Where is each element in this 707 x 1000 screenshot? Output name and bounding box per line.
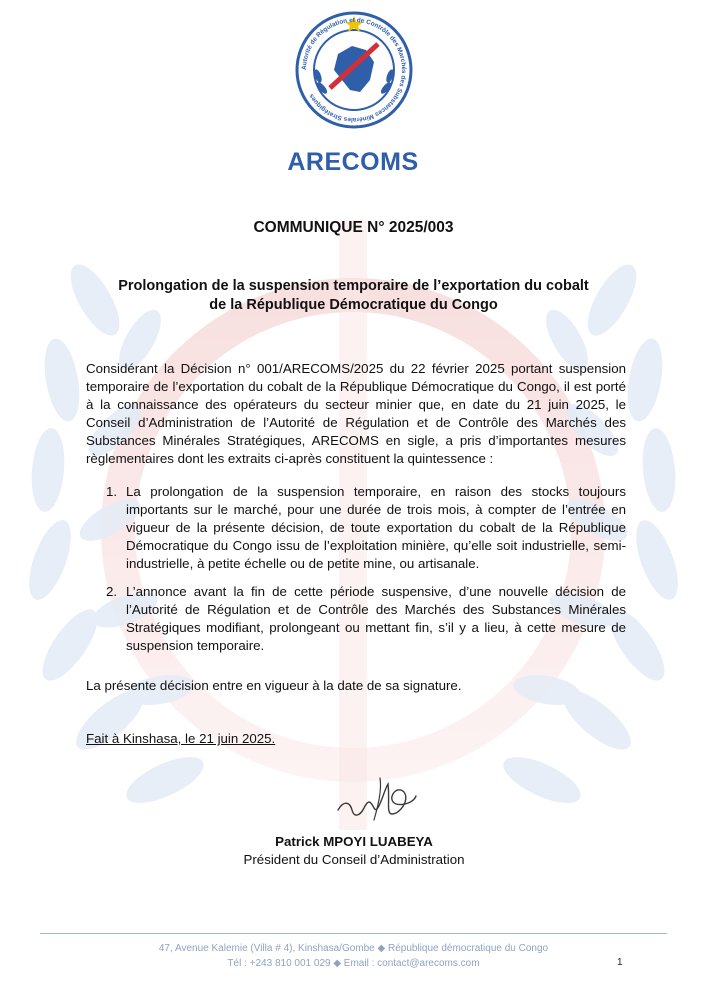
- signer-name: Patrick MPOYI LUABEYA: [275, 834, 433, 849]
- footer-address: 47, Avenue Kalemie (Villa # 4), Kinshasa/Gombe ◆ République démocratique du Congo: [158, 943, 549, 954]
- measures-list: [106, 483, 626, 665]
- list-item-number: 2.: [106, 584, 118, 599]
- closing-statement: La présente décision entre en vigueur à la date de sa signature.: [86, 678, 462, 693]
- list-item: [106, 583, 626, 655]
- subtitle-line: de la République Démocratique du Congo: [209, 297, 498, 313]
- intro-paragraph: Considérant la Décision n° 001/ARECOMS/2025 du 22 février 2025 portant suspension temporaire de l’exportation du cobalt de la République Démocratique du Congo, il est porté à la connaissance des opérateurs du secteur minier que, en date du 21 juin 2025, le Conseil d’Administration de l’Autorité de Régulation et de Contrôle des Marchés des Substances Minérales Stratégiques, ARECOMS en sigle, a pris d’importantes mesures règlementaires dont les extraits ci-après constituent la quintessence :: [86, 361, 626, 467]
- list-item-text: La prolongation de la suspension temporaire, en raison des stocks toujours importants sur le marché, pour une durée de trois mois, à compter de l’entrée en vigueur de la présente décision, de toute exportation du cobalt de la République Démocratique du Congo issu de l’exploitation minière, qu’elle soit industrielle, semi-industrielle, à petite échelle ou de petite mine, ou artisanale.: [126, 484, 626, 571]
- footer-divider: [40, 933, 667, 934]
- logo-ring-text: Autorité de Régulation et de Contrôle des Marchés des Substances Minérales Stratégiques: [300, 16, 408, 124]
- list-item: [106, 483, 626, 573]
- footer-contact: Tél : +243 810 001 029 ◆ Email : contact@arecoms.com: [227, 958, 480, 969]
- page-number: 1: [617, 957, 623, 968]
- list-item-text: L’annonce avant la fin de cette période suspensive, d’une nouvelle décision de l’Autorité de Régulation et de Contrôle des Marchés des Substances Minérales Stratégiques modifiant, prolongeant ou mettant fin, s’il y a lieu, à cette mesure de suspension temporaire.: [126, 584, 626, 653]
- list-item-number: 1.: [106, 484, 118, 499]
- logo-wordmark: ARECOMS: [287, 148, 419, 176]
- place-and-date: Fait à Kinshasa, le 21 juin 2025.: [86, 731, 276, 746]
- subtitle-line: Prolongation de la suspension temporaire de l’exportation du cobalt: [118, 278, 589, 294]
- communique-title: COMMUNIQUE N° 2025/003: [253, 219, 454, 236]
- handwritten-signature: [330, 770, 420, 828]
- signer-title: Président du Conseil d’Administration: [243, 852, 465, 867]
- communique-subtitle: [70, 277, 637, 315]
- arecoms-logo: [294, 10, 414, 130]
